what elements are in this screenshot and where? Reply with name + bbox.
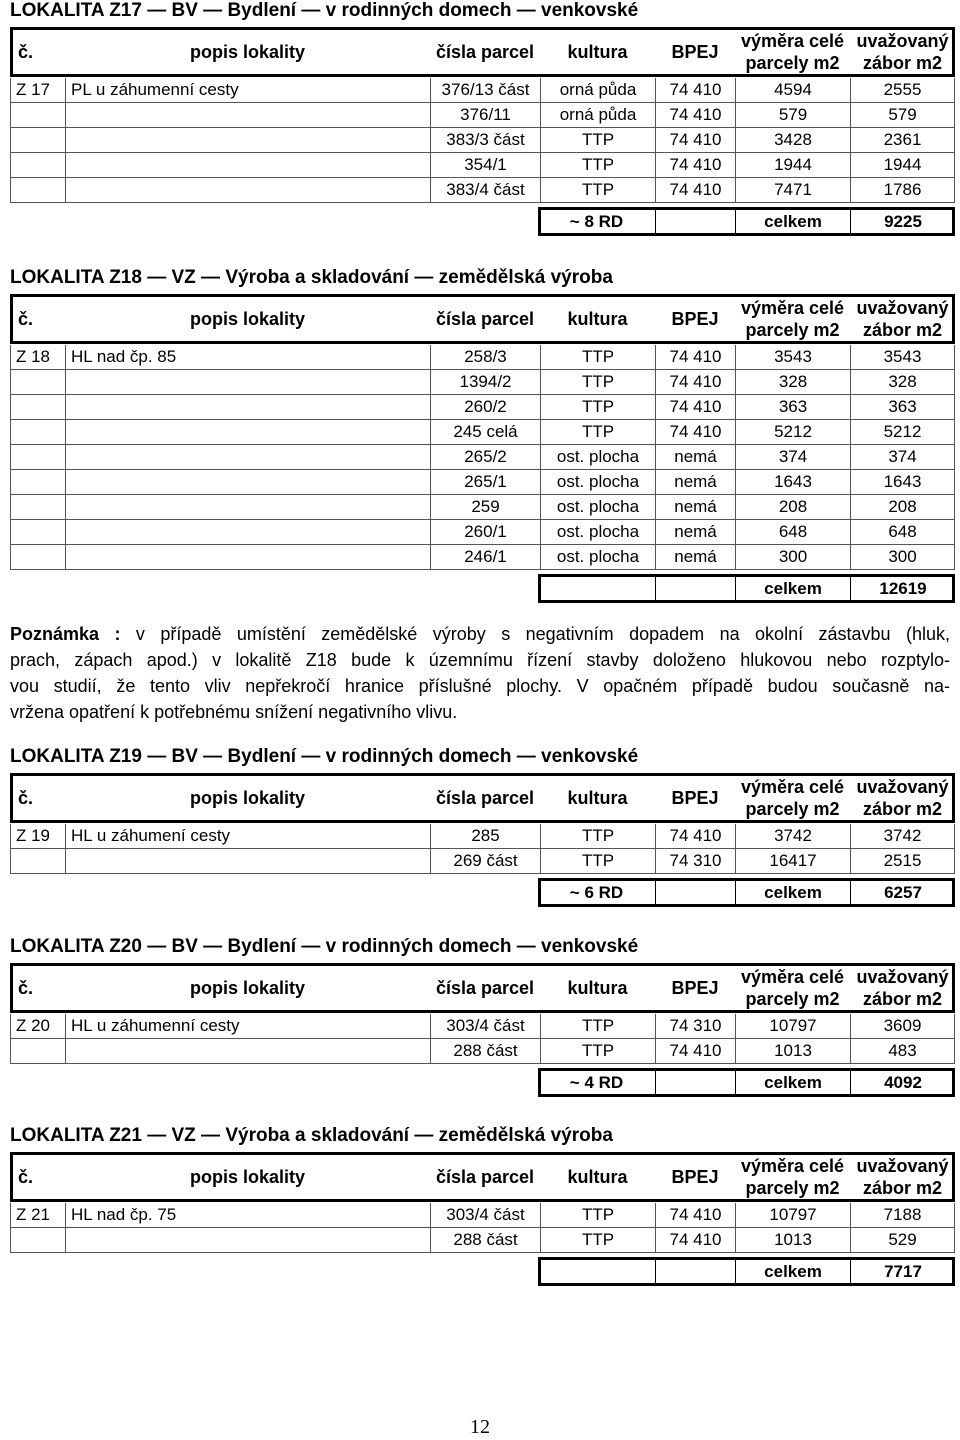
table-body	[10, 78, 955, 203]
land-use-cell: ost. plocha	[540, 470, 655, 495]
empty-cell	[65, 849, 430, 874]
parcel-area-cell: 16417	[735, 849, 850, 874]
land-use-cell: TTP	[540, 1228, 655, 1253]
parcel-area-cell: 363	[735, 395, 850, 420]
header-bpej-text: BPEJ	[671, 1167, 719, 1187]
parcel-number-cell: 354/1	[430, 153, 540, 178]
header-parcel-area-text: výměra celé	[740, 298, 845, 318]
locality-heading: LOKALITA Z18 — VZ — Výroba a skladování — zemědělská výroba	[10, 267, 613, 288]
empty-cell	[10, 849, 65, 874]
planned-take-cell: 363	[850, 395, 955, 420]
header-bpej	[655, 294, 735, 344]
locality-description-cell: HL nad čp. 75	[65, 1203, 430, 1228]
locality-id-cell: Z 18	[10, 345, 65, 370]
header-description	[65, 1152, 430, 1202]
summary-total: 12619	[850, 574, 955, 603]
empty-cell	[10, 1228, 65, 1253]
header-bpej	[655, 963, 735, 1013]
parcel-area-cell: 208	[735, 495, 850, 520]
header-planned-take	[850, 1152, 955, 1202]
bpej-code-cell: 74 410	[655, 824, 735, 849]
table-header-row	[10, 27, 955, 77]
planned-take-cell: 529	[850, 1228, 955, 1253]
empty-cell	[65, 420, 430, 445]
header-planned-take	[850, 294, 955, 344]
locality-heading: LOKALITA Z20 — BV — Bydlení — v rodinných domech — venkovské	[10, 936, 639, 957]
header-parcel-area-text: výměra celé	[740, 967, 845, 987]
empty-cell	[65, 445, 430, 470]
parcel-number-cell: 269 část	[430, 849, 540, 874]
land-use-cell: ost. plocha	[540, 495, 655, 520]
empty-cell	[655, 1257, 735, 1286]
header-parcels-text: čísla parcel	[435, 309, 535, 329]
table-row	[10, 153, 955, 178]
planned-take-cell: 579	[850, 103, 955, 128]
header-planned-take	[850, 963, 955, 1013]
planned-take-cell: 5212	[850, 420, 955, 445]
planned-take-cell: 208	[850, 495, 955, 520]
land-use-cell: ost. plocha	[540, 445, 655, 470]
parcel-area-cell: 1944	[735, 153, 850, 178]
header-bpej-text: BPEJ	[671, 788, 719, 808]
header-number	[10, 294, 65, 344]
header-land-use-text: kultura	[567, 42, 628, 62]
parcel-number-cell: 376/11	[430, 103, 540, 128]
parcel-number-cell: 260/2	[430, 395, 540, 420]
locality-id-cell: Z 21	[10, 1203, 65, 1228]
empty-cell	[10, 495, 65, 520]
header-land-use	[540, 963, 655, 1013]
planned-take-cell: 7188	[850, 1203, 955, 1228]
parcel-area-cell: 1013	[735, 1039, 850, 1064]
header-parcel-area	[735, 27, 850, 77]
parcel-number-cell: 383/4 část	[430, 178, 540, 203]
header-description-text: popis lokality	[189, 788, 306, 808]
empty-cell	[65, 520, 430, 545]
table-row	[10, 470, 955, 495]
empty-cell	[655, 878, 735, 907]
planned-take-cell: 1786	[850, 178, 955, 203]
parcel-area-cell: 300	[735, 545, 850, 570]
land-use-cell: TTP	[540, 849, 655, 874]
table-row	[10, 849, 955, 874]
summary-label: celkem	[735, 1257, 850, 1286]
locality-id-cell: Z 17	[10, 78, 65, 103]
table-header-row	[10, 1152, 955, 1202]
table-row	[10, 178, 955, 203]
parcel-number-cell: 285	[430, 824, 540, 849]
table-row	[10, 1014, 955, 1039]
locality-heading: LOKALITA Z21 — VZ — Výroba a skladování — zemědělská výroba	[10, 1125, 613, 1146]
note-text: vou studií, že tento vliv nepřekročí hranice příslušné plochy. V opačném případě budou současně na-	[10, 676, 950, 696]
parcel-area-cell: 3543	[735, 345, 850, 370]
header-parcels	[430, 1152, 540, 1202]
locality-heading: LOKALITA Z19 — BV — Bydlení — v rodinných domech — venkovské	[10, 746, 639, 767]
table-row	[10, 520, 955, 545]
header-parcel-area-text: výměra celé	[740, 777, 845, 797]
header-number	[10, 27, 65, 77]
planned-take-cell: 3609	[850, 1014, 955, 1039]
header-planned-take-text: zábor m2	[862, 989, 943, 1009]
empty-cell	[65, 545, 430, 570]
table-row	[10, 128, 955, 153]
parcel-number-cell: 383/3 část	[430, 128, 540, 153]
planned-take-cell: 374	[850, 445, 955, 470]
empty-cell	[65, 370, 430, 395]
header-description-text: popis lokality	[189, 42, 306, 62]
parcel-area-cell: 3428	[735, 128, 850, 153]
header-parcel-area	[735, 1152, 850, 1202]
header-parcel-area-text: výměra celé	[740, 31, 845, 51]
planned-take-cell: 2555	[850, 78, 955, 103]
header-number-text: č.	[18, 788, 34, 808]
header-bpej	[655, 773, 735, 823]
land-use-cell: TTP	[540, 1014, 655, 1039]
empty-cell	[65, 153, 430, 178]
header-bpej-text: BPEJ	[671, 309, 719, 329]
bpej-code-cell: nemá	[655, 545, 735, 570]
summary-label: celkem	[735, 1068, 850, 1097]
header-planned-take-text: uvažovaný	[856, 777, 949, 797]
locality-section-z17	[0, 0, 960, 231]
summary-house-count: ~ 6 RD	[569, 883, 624, 902]
parcel-number-cell: 258/3	[430, 345, 540, 370]
header-land-use-text: kultura	[567, 978, 628, 998]
parcel-number-cell: 1394/2	[430, 370, 540, 395]
land-use-cell: TTP	[540, 420, 655, 445]
empty-cell	[65, 470, 430, 495]
empty-cell	[65, 495, 430, 520]
bpej-code-cell: 74 410	[655, 1228, 735, 1253]
bpej-code-cell: 74 410	[655, 1039, 735, 1064]
header-number	[10, 963, 65, 1013]
note-label: Poznámka :	[10, 624, 121, 644]
table-row	[10, 420, 955, 445]
land-use-cell: TTP	[540, 178, 655, 203]
table-header-row	[10, 294, 955, 344]
table-body	[10, 1203, 955, 1253]
empty-cell	[65, 178, 430, 203]
header-bpej	[655, 1152, 735, 1202]
table-row	[10, 103, 955, 128]
parcel-number-cell: 265/2	[430, 445, 540, 470]
header-parcels	[430, 27, 540, 77]
empty-cell	[10, 370, 65, 395]
header-description-text: popis lokality	[189, 978, 306, 998]
locality-section-z20	[0, 936, 960, 1092]
parcel-number-cell: 288 část	[430, 1039, 540, 1064]
parcel-area-cell: 10797	[735, 1014, 850, 1039]
header-land-use-text: kultura	[567, 788, 628, 808]
empty-cell	[65, 395, 430, 420]
bpej-code-cell: 74 410	[655, 103, 735, 128]
parcel-area-cell: 7471	[735, 178, 850, 203]
header-planned-take-text: uvažovaný	[856, 1156, 949, 1176]
empty-cell	[65, 103, 430, 128]
header-number	[10, 773, 65, 823]
land-use-cell: TTP	[540, 370, 655, 395]
table-row	[10, 345, 955, 370]
header-parcel-area	[735, 773, 850, 823]
empty-cell	[655, 207, 735, 236]
table-body	[10, 1014, 955, 1064]
locality-description-cell: HL u záhumení cesty	[65, 824, 430, 849]
empty-cell	[655, 1068, 735, 1097]
parcel-number-cell: 246/1	[430, 545, 540, 570]
header-land-use-text: kultura	[567, 309, 628, 329]
parcel-number-cell: 303/4 část	[430, 1203, 540, 1228]
land-use-cell: TTP	[540, 345, 655, 370]
parcel-area-cell: 4594	[735, 78, 850, 103]
summary-box	[538, 1257, 955, 1286]
empty-cell	[10, 1039, 65, 1064]
empty-cell	[10, 470, 65, 495]
header-parcels-text: čísla parcel	[435, 978, 535, 998]
land-use-cell: ost. plocha	[540, 545, 655, 570]
planned-take-cell: 3543	[850, 345, 955, 370]
table-row	[10, 545, 955, 570]
summary-box	[538, 574, 955, 603]
empty-cell	[65, 1228, 430, 1253]
table-row	[10, 1203, 955, 1228]
planned-take-cell: 300	[850, 545, 955, 570]
summary-total: 9225	[850, 207, 955, 236]
empty-cell	[65, 1039, 430, 1064]
bpej-code-cell: nemá	[655, 470, 735, 495]
header-description-text: popis lokality	[189, 309, 306, 329]
planned-take-cell: 648	[850, 520, 955, 545]
note-text: v případě umístění zemědělské výroby s negativním dopadem na okolní zástavbu (hluk,	[135, 624, 950, 644]
header-bpej-text: BPEJ	[671, 42, 719, 62]
bpej-code-cell: 74 310	[655, 849, 735, 874]
header-land-use	[540, 1152, 655, 1202]
summary-box	[538, 207, 955, 236]
land-use-cell: TTP	[540, 128, 655, 153]
header-description	[65, 963, 430, 1013]
header-description	[65, 294, 430, 344]
table-row	[10, 78, 955, 103]
planned-take-cell: 1643	[850, 470, 955, 495]
table-body	[10, 824, 955, 874]
header-parcel-area-text: parcely m2	[745, 53, 840, 73]
page-number: 12	[470, 1416, 490, 1438]
empty-cell	[10, 420, 65, 445]
header-bpej-text: BPEJ	[671, 978, 719, 998]
header-description	[65, 773, 430, 823]
header-parcels-text: čísla parcel	[435, 788, 535, 808]
header-planned-take-text: uvažovaný	[856, 967, 949, 987]
header-parcels-text: čísla parcel	[435, 42, 535, 62]
summary-box	[538, 878, 955, 907]
parcel-area-cell: 10797	[735, 1203, 850, 1228]
parcel-area-cell: 5212	[735, 420, 850, 445]
locality-id-cell: Z 20	[10, 1014, 65, 1039]
header-planned-take-text: zábor m2	[862, 320, 943, 340]
header-number-text: č.	[18, 42, 34, 62]
locality-id-cell: Z 19	[10, 824, 65, 849]
table-row	[10, 445, 955, 470]
table-row	[10, 1039, 955, 1064]
planned-take-cell: 328	[850, 370, 955, 395]
planned-take-cell: 2361	[850, 128, 955, 153]
header-number-text: č.	[18, 309, 34, 329]
empty-cell	[10, 103, 65, 128]
bpej-code-cell: 74 410	[655, 1203, 735, 1228]
empty-cell	[10, 545, 65, 570]
locality-section-z19	[0, 746, 960, 902]
bpej-code-cell: 74 410	[655, 178, 735, 203]
parcel-number-cell: 265/1	[430, 470, 540, 495]
header-parcels	[430, 294, 540, 344]
table-row	[10, 1228, 955, 1253]
table-row	[10, 495, 955, 520]
bpej-code-cell: nemá	[655, 520, 735, 545]
header-description-text: popis lokality	[189, 1167, 306, 1187]
bpej-code-cell: 74 410	[655, 128, 735, 153]
table-body	[10, 345, 955, 570]
empty-cell	[10, 128, 65, 153]
table-row	[10, 395, 955, 420]
locality-description-cell: PL u záhumenní cesty	[65, 78, 430, 103]
header-planned-take-text: zábor m2	[862, 53, 943, 73]
header-parcel-area	[735, 963, 850, 1013]
header-parcel-area-text: parcely m2	[745, 1178, 840, 1198]
header-land-use-text: kultura	[567, 1167, 628, 1187]
land-use-cell: TTP	[540, 153, 655, 178]
header-planned-take-text: zábor m2	[862, 799, 943, 819]
bpej-code-cell: 74 410	[655, 345, 735, 370]
parcel-area-cell: 648	[735, 520, 850, 545]
planned-take-cell: 1944	[850, 153, 955, 178]
locality-heading: LOKALITA Z17 — BV — Bydlení — v rodinných domech — venkovské	[10, 0, 639, 21]
table-row	[10, 824, 955, 849]
bpej-code-cell: 74 410	[655, 420, 735, 445]
table-header-row	[10, 963, 955, 1013]
parcel-area-cell: 1643	[735, 470, 850, 495]
bpej-code-cell: nemá	[655, 445, 735, 470]
parcel-area-cell: 1013	[735, 1228, 850, 1253]
land-use-cell: TTP	[540, 395, 655, 420]
bpej-code-cell: nemá	[655, 495, 735, 520]
planned-take-cell: 2515	[850, 849, 955, 874]
header-parcel-area-text: parcely m2	[745, 320, 840, 340]
header-planned-take-text: uvažovaný	[856, 298, 949, 318]
empty-cell	[538, 1257, 655, 1286]
header-planned-take	[850, 27, 955, 77]
header-planned-take	[850, 773, 955, 823]
header-number-text: č.	[18, 978, 34, 998]
header-description	[65, 27, 430, 77]
parcel-area-cell: 374	[735, 445, 850, 470]
empty-cell	[10, 520, 65, 545]
land-use-cell: TTP	[540, 1039, 655, 1064]
parcel-number-cell: 259	[430, 495, 540, 520]
header-planned-take-text: zábor m2	[862, 1178, 943, 1198]
bpej-code-cell: 74 410	[655, 370, 735, 395]
summary-house-count: ~ 4 RD	[569, 1073, 624, 1092]
summary-total: 4092	[850, 1068, 955, 1097]
land-use-cell: orná půda	[540, 103, 655, 128]
note-line	[10, 699, 950, 725]
planned-take-cell: 3742	[850, 824, 955, 849]
parcel-number-cell: 303/4 část	[430, 1014, 540, 1039]
parcel-number-cell: 245 celá	[430, 420, 540, 445]
bpej-code-cell: 74 310	[655, 1014, 735, 1039]
locality-description-cell: HL nad čp. 85	[65, 345, 430, 370]
empty-cell	[538, 574, 655, 603]
table-header-row	[10, 773, 955, 823]
empty-cell	[10, 153, 65, 178]
summary-box	[538, 1068, 955, 1097]
land-use-cell: orná půda	[540, 78, 655, 103]
header-parcel-area	[735, 294, 850, 344]
header-land-use	[540, 27, 655, 77]
parcel-area-cell: 3742	[735, 824, 850, 849]
header-parcels	[430, 773, 540, 823]
parcel-number-cell: 288 část	[430, 1228, 540, 1253]
parcel-number-cell: 260/1	[430, 520, 540, 545]
note-line	[10, 673, 950, 699]
bpej-code-cell: 74 410	[655, 395, 735, 420]
empty-cell	[65, 128, 430, 153]
header-land-use	[540, 773, 655, 823]
locality-description-cell: HL u záhumenní cesty	[65, 1014, 430, 1039]
parcel-number-cell: 376/13 část	[430, 78, 540, 103]
header-bpej	[655, 27, 735, 77]
empty-cell	[10, 395, 65, 420]
empty-cell	[655, 574, 735, 603]
parcel-area-cell: 579	[735, 103, 850, 128]
header-land-use	[540, 294, 655, 344]
header-parcel-area-text: parcely m2	[745, 989, 840, 1009]
bpej-code-cell: 74 410	[655, 78, 735, 103]
summary-label: celkem	[735, 878, 850, 907]
bpej-code-cell: 74 410	[655, 153, 735, 178]
summary-label: celkem	[735, 207, 850, 236]
note-text: prach, zápach apod.) v lokalitě Z18 bude k územnímu řízení stavby doloženo hlukovou nebo rozptylo-	[10, 650, 950, 670]
locality-section-z18	[0, 267, 960, 598]
header-planned-take-text: uvažovaný	[856, 31, 949, 51]
note-line	[10, 647, 950, 673]
note-paragraph	[10, 621, 950, 725]
empty-cell	[10, 178, 65, 203]
land-use-cell: TTP	[540, 824, 655, 849]
summary-house-count: ~ 8 RD	[569, 212, 624, 231]
header-number-text: č.	[18, 1167, 34, 1187]
header-parcels	[430, 963, 540, 1013]
parcel-area-cell: 328	[735, 370, 850, 395]
summary-total: 7717	[850, 1257, 955, 1286]
planned-take-cell: 483	[850, 1039, 955, 1064]
land-use-cell: ost. plocha	[540, 520, 655, 545]
locality-section-z21	[0, 1125, 960, 1281]
summary-label: celkem	[735, 574, 850, 603]
note-line	[10, 621, 950, 647]
header-parcels-text: čísla parcel	[435, 1167, 535, 1187]
table-row	[10, 370, 955, 395]
note-text: vržena opatření k potřebnému snížení negativního vlivu.	[10, 702, 458, 722]
summary-total: 6257	[850, 878, 955, 907]
land-use-cell: TTP	[540, 1203, 655, 1228]
header-number	[10, 1152, 65, 1202]
empty-cell	[10, 445, 65, 470]
header-parcel-area-text: výměra celé	[740, 1156, 845, 1176]
header-parcel-area-text: parcely m2	[745, 799, 840, 819]
